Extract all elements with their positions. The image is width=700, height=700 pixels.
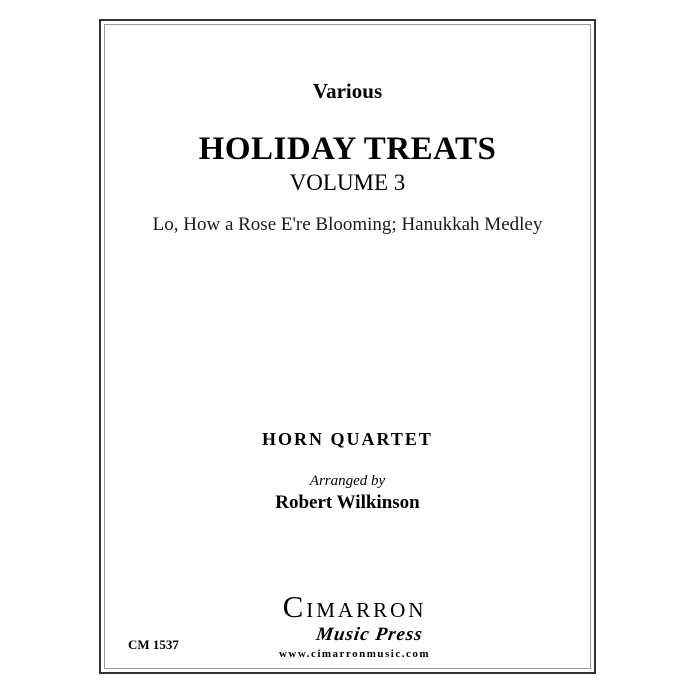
composer-name: Various xyxy=(312,79,383,103)
publisher-tagline: Music Press xyxy=(314,624,425,645)
publisher-logo xyxy=(108,591,601,660)
arranger-name: Robert Wilkinson xyxy=(275,492,420,513)
contents-line: Lo, How a Rose E're Blooming; Hanukkah Medley xyxy=(152,214,543,235)
page-border-frame xyxy=(99,19,596,674)
catalog-number: CM 1537 xyxy=(128,637,179,652)
ensemble-label: HORN QUARTET xyxy=(262,429,433,449)
publisher-website: www.cimarronmusic.com xyxy=(278,648,431,660)
cover-page-content xyxy=(101,21,594,672)
arranged-by-label: Arranged by xyxy=(309,473,386,489)
volume-subtitle: VOLUME 3 xyxy=(289,170,406,195)
publisher-name-initial: C xyxy=(282,589,307,624)
publisher-name xyxy=(108,591,601,622)
page-title: HOLIDAY TREATS xyxy=(198,131,497,167)
publisher-name-rest: IMARRON xyxy=(306,598,427,622)
